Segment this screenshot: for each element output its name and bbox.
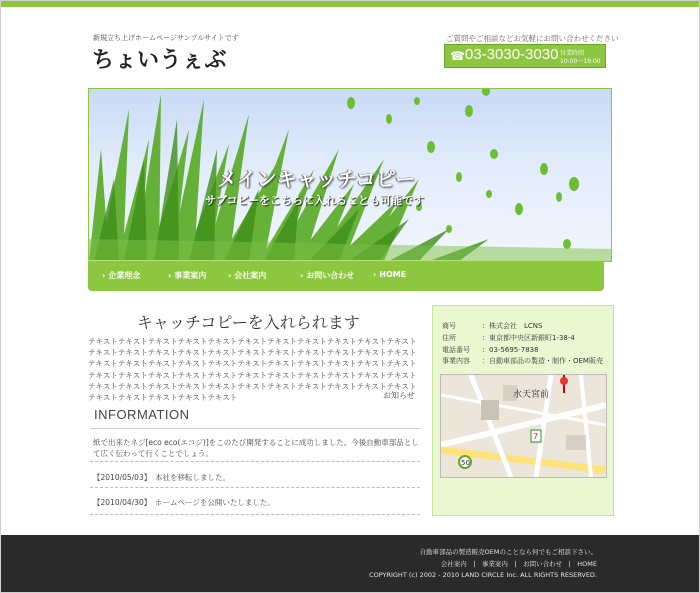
info-item: 【2010/05/03】 本社を移転しました。 [90,472,420,488]
chevron-right-icon: › [300,271,304,280]
company-business-row: 事業内容 ：自動車部品の製造・制作・OEM販売 [442,357,603,365]
body-line: テキストテキストテキストテキストテキストテキストテキストテキストテキストテキストテキスト [88,381,417,391]
info-header [90,404,420,429]
catch-copy: キャッチコピーを入れられます [137,313,360,332]
nav-item-home[interactable]: › HOME [373,270,407,279]
top-accent-bar [1,1,699,7]
phone-icon: ☎ [450,49,465,63]
phone-box[interactable] [444,44,606,68]
nav-item-company[interactable]: › 会社案内 [228,271,267,280]
phone-number: 03-3030-3030 [465,46,559,63]
business-hours-label: 営業時間 [560,50,585,57]
site-logo[interactable]: ちょいうぇぶ [92,48,228,73]
company-address-row: 住所 ：東京都中央区新銀町1-38-4 [442,334,575,342]
global-nav [88,260,604,291]
body-line: テキストテキストテキストテキストテキスト [88,393,238,403]
chevron-right-icon: › [102,271,106,280]
store-number: 7 [533,432,539,441]
info-title: INFORMATION [94,407,190,422]
hero-title: メインキャッチコピー [217,167,415,191]
footer [1,535,699,592]
contact-note: ご質問やご相談などお気軽にお問い合わせください [446,34,619,43]
nav-item-contact[interactable]: › お問い合わせ [300,271,355,280]
site-tagline: 新規立ち上げホームページサンプルサイトです [93,34,239,42]
hero-banner [88,88,612,262]
chevron-right-icon: › [228,271,232,280]
company-name-row: 商号 ：株式会社 LCNS [442,322,543,330]
info-item: 紙で出来たネジ[eco eco(エコジ)]をこのたび開発することに成功しました。今後自動車部品として広く伝わって行くことでしょう。 [90,437,420,462]
body-line: テキストテキストテキストテキストテキストテキストテキストテキストテキストテキストテキスト [88,337,417,346]
map-station-label: 水天宮前 [513,390,550,400]
body-line: テキストテキストテキストテキストテキストテキストテキストテキストテキストテキストテキスト [88,370,417,380]
chevron-right-icon: › [168,271,172,280]
nav-item-business[interactable]: › 事業案内 [168,271,207,280]
notice-label: お知らせ [383,391,415,400]
hero-subtitle: サブコピーをこちらに入れることも可能です [205,194,425,207]
copyright: COPYRIGHT (c) 2002 - 2010 LAND CIRCLE Inc. ALL RIGHTS RESERVED. [369,571,597,579]
chevron-right-icon: › [373,270,377,279]
business-hours: 10:00～19:00 [560,58,601,65]
body-text [88,336,423,403]
footer-message: 自動車部品の製造販売OEMのことなら何でもご相談下さい。 [419,548,597,556]
body-line: テキストテキストテキストテキストテキストテキストテキストテキストテキストテキストテキスト [88,359,417,369]
route-number: 50 [461,459,470,467]
info-item: 【2010/04/30】 ホームページを公開いたしました。 [90,497,420,515]
footer-links[interactable]: 会社案内 | 事業案内 | お問い合わせ | HOME [440,560,597,568]
location-map[interactable] [440,374,607,478]
company-phone-row: 電話番号 ：03-5695-7838 [442,346,539,354]
nav-item-philosophy[interactable]: › 企業理念 [102,271,141,280]
body-line: テキストテキストテキストテキストテキストテキストテキストテキストテキストテキストテキスト [88,348,417,358]
